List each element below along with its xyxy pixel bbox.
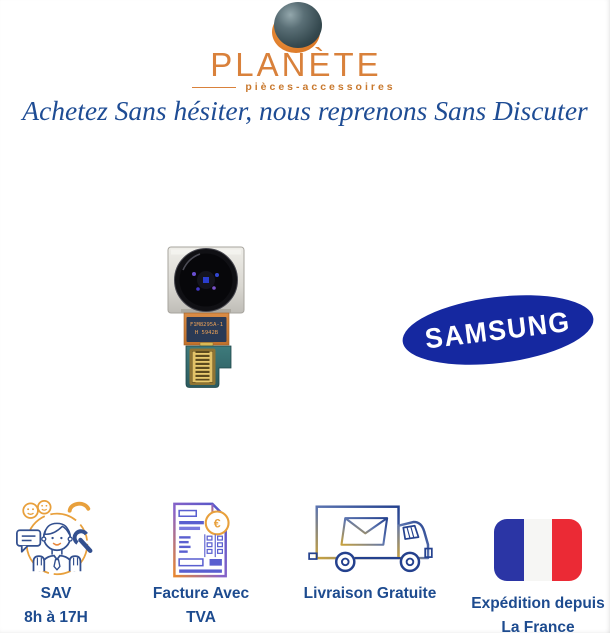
feature-label <box>153 582 249 630</box>
camera-module-product-image <box>157 240 249 398</box>
feature-label <box>24 582 88 630</box>
feature-label-line1: Expédition depuis <box>471 595 605 612</box>
feature-label <box>304 582 437 606</box>
delivery-truck-icon <box>307 498 433 582</box>
sphere-globe <box>274 2 322 48</box>
feature-label-line2: TVA <box>186 609 216 626</box>
feature-shipping <box>288 498 452 606</box>
feature-expedition <box>452 498 610 633</box>
feature-label-line1: Livraison Gratuite <box>303 585 437 602</box>
store-tagline: Achetez Sans hésiter, nous reprenons Sans Discuter <box>22 95 588 126</box>
invoice-icon <box>163 498 239 582</box>
flex-label-line1: F1M8295A-1 <box>189 322 224 328</box>
feature-label-line2: La France <box>501 619 575 633</box>
feature-invoice <box>128 498 274 630</box>
feature-label-line2: 8h à 17H <box>24 609 88 626</box>
feature-label-line1: Facture Avec <box>152 585 250 602</box>
samsung-logo <box>399 286 598 375</box>
feature-label <box>471 592 604 633</box>
brand-title: PLANÈTE <box>210 46 382 83</box>
feature-label-line1: SAV <box>40 585 72 602</box>
feature-sav <box>0 498 112 630</box>
subtitle-rule <box>192 87 236 88</box>
feature-row <box>0 498 610 633</box>
france-flag-icon <box>494 498 582 592</box>
euro-symbol: € <box>213 516 221 531</box>
samsung-logo-text: SAMSUNG <box>423 304 573 355</box>
brand-subtitle-row <box>0 81 588 93</box>
brand-subtitle: pièces-accessoires <box>245 81 396 93</box>
flex-label-line2: H 5942B <box>194 330 219 336</box>
customer-support-icon <box>12 498 100 582</box>
